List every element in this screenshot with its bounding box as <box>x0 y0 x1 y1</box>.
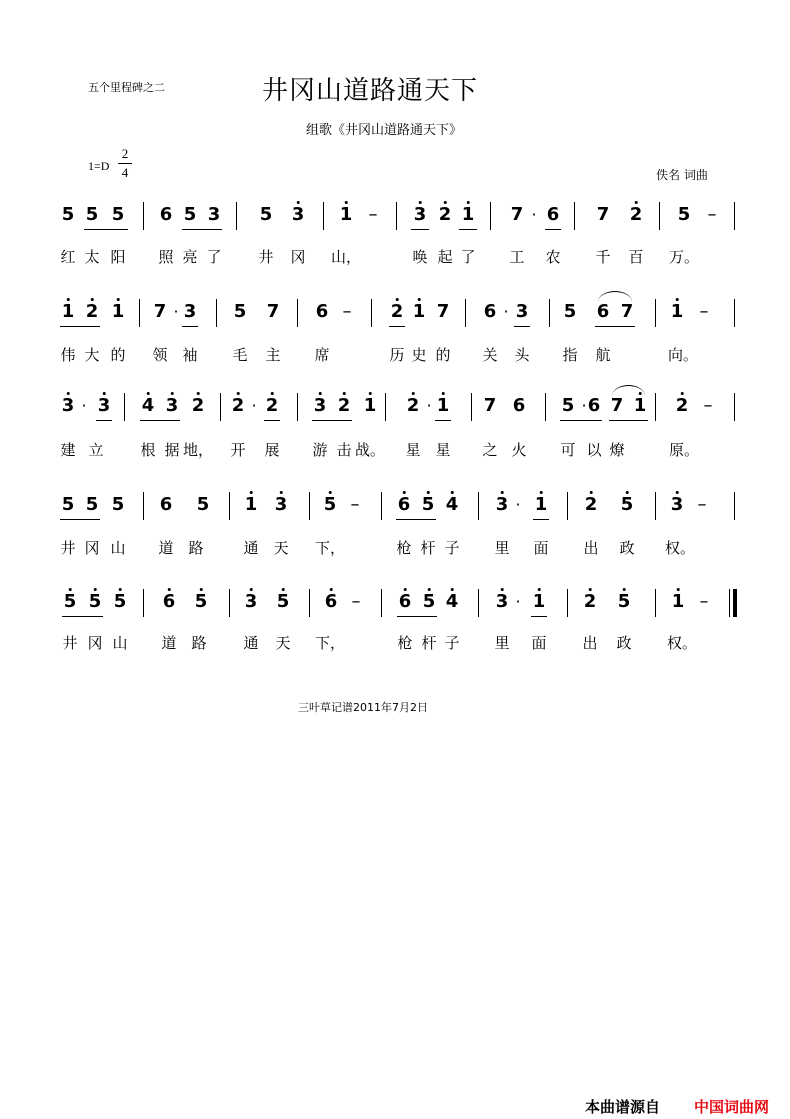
lyric-syllable: 千 <box>595 248 611 266</box>
note: 3 <box>165 395 179 416</box>
lyric-syllable: 战。 <box>354 441 386 459</box>
lyric-syllable: 袖 <box>182 346 198 364</box>
lyric-syllable: 可 <box>560 441 576 459</box>
lyric-syllable: 据 <box>164 441 180 459</box>
note: 5 <box>63 591 77 612</box>
lyric-syllable: 农 <box>545 248 561 266</box>
note: 3 <box>207 204 221 225</box>
note: 3 <box>413 204 427 225</box>
note: 1 <box>412 301 426 322</box>
lyric-syllable: 的 <box>435 346 451 364</box>
lyric-syllable: 山 <box>110 539 126 557</box>
barline <box>396 202 397 230</box>
note: 6 <box>159 494 173 515</box>
sustain-dash: – <box>350 494 360 515</box>
key-signature: 1=D <box>88 159 110 173</box>
note: 5 <box>85 204 99 225</box>
lyric-syllable: 红 <box>60 248 76 266</box>
sustain-dash: – <box>703 395 713 416</box>
sustain-dash: – <box>707 204 717 225</box>
sustain-dash: – <box>342 301 352 322</box>
barline <box>734 202 735 230</box>
note: 2 <box>390 301 404 322</box>
beam-underline <box>533 519 549 520</box>
lyric-syllable: 历 <box>389 346 405 364</box>
final-barline <box>733 589 737 617</box>
lyric-syllable: 枪 <box>397 634 413 652</box>
note: 2 <box>406 395 420 416</box>
lyric-syllable: 游 <box>312 441 328 459</box>
augmentation-dot: · <box>251 396 257 415</box>
song-title: 井冈山道路通天下 <box>262 76 479 106</box>
note: 6 <box>324 591 338 612</box>
barline <box>734 492 735 520</box>
note: 5 <box>194 591 208 612</box>
note: 3 <box>495 494 509 515</box>
lyric-syllable: 杆 <box>421 634 437 652</box>
barline <box>229 589 230 617</box>
slur <box>598 291 632 302</box>
note: 6 <box>315 301 329 322</box>
note: 6 <box>159 204 173 225</box>
beam-underline <box>397 616 437 617</box>
lyric-syllable: 以 <box>586 441 602 459</box>
beam-underline <box>140 420 180 421</box>
staff-line-1 <box>0 198 790 238</box>
lyric-syllable: 星 <box>435 441 451 459</box>
lyric-syllable: 的 <box>110 346 126 364</box>
note: 6 <box>587 395 601 416</box>
lyric-syllable: 太 <box>84 248 100 266</box>
source-label: 本曲谱源自 <box>585 1098 661 1116</box>
lyric-syllable: 冈 <box>290 248 306 266</box>
note: 1 <box>339 204 353 225</box>
note: 7 <box>620 301 634 322</box>
barline <box>143 589 144 617</box>
note: 3 <box>495 591 509 612</box>
note: 3 <box>313 395 327 416</box>
note: 2 <box>675 395 689 416</box>
note: 1 <box>633 395 647 416</box>
lyric-syllable: 面 <box>531 634 547 652</box>
lyric-syllable: 原。 <box>668 441 700 459</box>
beam-underline <box>514 326 530 327</box>
note: 3 <box>183 301 197 322</box>
lyric-syllable: 指 <box>562 346 578 364</box>
lyric-syllable: 阳 <box>110 248 126 266</box>
barline <box>465 299 466 327</box>
barline <box>567 589 568 617</box>
lyric-syllable: 政 <box>616 634 632 652</box>
note: 5 <box>233 301 247 322</box>
lyric-syllable: 井 <box>258 248 274 266</box>
lyric-syllable: 路 <box>188 539 204 557</box>
note: 5 <box>61 204 75 225</box>
lyric-syllable: 通 <box>243 539 259 557</box>
note: 4 <box>445 591 459 612</box>
note: 3 <box>291 204 305 225</box>
note: 3 <box>61 395 75 416</box>
note: 5 <box>563 301 577 322</box>
barline <box>471 393 472 421</box>
note: 6 <box>397 494 411 515</box>
barline <box>236 202 237 230</box>
beam-underline <box>312 420 352 421</box>
lyric-syllable: 杆 <box>420 539 436 557</box>
augmentation-dot: · <box>515 592 521 611</box>
note: 2 <box>583 591 597 612</box>
barline <box>371 299 372 327</box>
lyric-syllable: 工 <box>509 248 525 266</box>
staff-line-5 <box>0 585 790 625</box>
lyric-syllable: 井 <box>62 634 78 652</box>
beam-underline <box>545 229 561 230</box>
beam-underline <box>182 326 198 327</box>
lyric-syllable: 井 <box>60 539 76 557</box>
time-signature <box>118 146 132 181</box>
beam-underline <box>60 519 100 520</box>
lyric-syllable: 头 <box>514 346 530 364</box>
sustain-dash: – <box>697 494 707 515</box>
barline <box>381 589 382 617</box>
sustain-dash: – <box>351 591 361 612</box>
lyric-syllable: 关 <box>482 346 498 364</box>
barline <box>655 589 656 617</box>
barline <box>309 492 310 520</box>
sustain-dash: – <box>368 204 378 225</box>
note: 5 <box>561 395 575 416</box>
lyric-syllable: 照 <box>158 248 174 266</box>
beam-underline <box>84 229 128 230</box>
note: 3 <box>274 494 288 515</box>
lyric-syllable: 权。 <box>666 634 698 652</box>
lyric-syllable: 路 <box>191 634 207 652</box>
composer-credit: 佚名 词曲 <box>656 168 708 182</box>
augmentation-dot: · <box>426 396 432 415</box>
note: 3 <box>244 591 258 612</box>
note: 5 <box>259 204 273 225</box>
note: 2 <box>629 204 643 225</box>
barline <box>323 202 324 230</box>
transcription-note: 三叶草记谱2011年7月2日 <box>298 701 428 714</box>
lyric-syllable: 子 <box>444 539 460 557</box>
barline <box>385 393 386 421</box>
meter-bottom: 4 <box>121 165 129 180</box>
note: 2 <box>265 395 279 416</box>
note: 2 <box>85 301 99 322</box>
lyric-syllable: 根 <box>140 441 156 459</box>
lyric-syllable: 枪 <box>396 539 412 557</box>
lyric-syllable: 展 <box>264 441 280 459</box>
note: 1 <box>670 301 684 322</box>
barline <box>549 299 550 327</box>
beam-underline <box>459 229 477 230</box>
note: 5 <box>88 591 102 612</box>
note: 1 <box>436 395 450 416</box>
note: 2 <box>438 204 452 225</box>
lyric-syllable: 建 <box>60 441 76 459</box>
lyric-syllable: 燎 <box>609 441 625 459</box>
lyric-syllable: 政 <box>619 539 635 557</box>
barline <box>655 299 656 327</box>
beam-underline <box>609 420 648 421</box>
lyric-syllable: 史 <box>411 346 427 364</box>
note: 7 <box>510 204 524 225</box>
beam-underline <box>560 420 602 421</box>
lyric-syllable: 击 <box>336 441 352 459</box>
lyric-syllable: 立 <box>88 441 104 459</box>
note: 1 <box>363 395 377 416</box>
note: 6 <box>546 204 560 225</box>
barline <box>220 393 221 421</box>
note: 1 <box>111 301 125 322</box>
lyric-syllable: 主 <box>265 346 281 364</box>
beam-underline <box>435 420 451 421</box>
note: 5 <box>617 591 631 612</box>
augmentation-dot: · <box>503 302 509 321</box>
note: 5 <box>620 494 634 515</box>
barline <box>478 589 479 617</box>
lyric-syllable: 席 <box>314 346 330 364</box>
note: 5 <box>196 494 210 515</box>
meter-top: 2 <box>121 146 129 161</box>
lyric-syllable: 航 <box>595 346 611 364</box>
lyric-syllable: 面 <box>533 539 549 557</box>
note: 2 <box>231 395 245 416</box>
lyric-syllable: 领 <box>152 346 168 364</box>
meter-divider <box>118 163 132 164</box>
lyric-syllable: 了 <box>206 248 222 266</box>
note: 5 <box>111 204 125 225</box>
lyric-syllable: 唤 <box>412 248 428 266</box>
beam-underline <box>389 326 405 327</box>
lyric-syllable: 下， <box>314 539 346 557</box>
barline <box>478 492 479 520</box>
beam-underline <box>96 420 112 421</box>
lyric-syllable: 星 <box>405 441 421 459</box>
beam-underline <box>531 616 547 617</box>
lyric-syllable: 毛 <box>232 346 248 364</box>
note: 1 <box>532 591 546 612</box>
barline <box>297 393 298 421</box>
barline <box>309 589 310 617</box>
beam-underline <box>264 420 280 421</box>
lyric-syllable: 之 <box>482 441 498 459</box>
note: 5 <box>113 591 127 612</box>
lyric-syllable: 子 <box>444 634 460 652</box>
note: 2 <box>191 395 205 416</box>
barline <box>655 393 656 421</box>
barline <box>139 299 140 327</box>
augmentation-dot: · <box>581 396 587 415</box>
staff-line-3 <box>0 389 790 429</box>
augmentation-dot: · <box>81 396 87 415</box>
barline <box>143 202 144 230</box>
barline <box>655 492 656 520</box>
note: 5 <box>677 204 691 225</box>
sustain-dash: – <box>699 591 709 612</box>
note: 1 <box>244 494 258 515</box>
note: 1 <box>461 204 475 225</box>
barline <box>490 202 491 230</box>
note: 7 <box>436 301 450 322</box>
barline <box>729 589 730 617</box>
note: 6 <box>398 591 412 612</box>
beam-underline <box>396 519 436 520</box>
note: 5 <box>276 591 290 612</box>
lyric-syllable: 大 <box>84 346 100 364</box>
barline <box>734 299 735 327</box>
note: 5 <box>421 494 435 515</box>
note: 1 <box>534 494 548 515</box>
note: 6 <box>596 301 610 322</box>
barline <box>297 299 298 327</box>
lyric-syllable: 火 <box>511 441 527 459</box>
lyric-syllable: 天 <box>275 634 291 652</box>
lyric-syllable: 百 <box>628 248 644 266</box>
lyric-syllable: 山， <box>330 248 362 266</box>
slur <box>612 385 645 396</box>
lyric-syllable: 下， <box>314 634 346 652</box>
note: 4 <box>141 395 155 416</box>
note: 5 <box>61 494 75 515</box>
sustain-dash: – <box>699 301 709 322</box>
note: 6 <box>512 395 526 416</box>
note: 4 <box>445 494 459 515</box>
note: 7 <box>483 395 497 416</box>
note: 1 <box>61 301 75 322</box>
lyric-syllable: 里 <box>494 539 510 557</box>
note: 7 <box>596 204 610 225</box>
augmentation-dot: · <box>515 495 521 514</box>
staff-line-2 <box>0 295 790 335</box>
augmentation-dot: · <box>531 205 537 224</box>
lyric-syllable: 冈 <box>84 539 100 557</box>
note: 5 <box>183 204 197 225</box>
note: 7 <box>153 301 167 322</box>
barline <box>381 492 382 520</box>
series-label: 五个里程碑之二 <box>88 81 165 94</box>
lyric-syllable: 向。 <box>667 346 699 364</box>
beam-underline <box>62 616 103 617</box>
lyric-syllable: 出 <box>583 539 599 557</box>
lyric-syllable: 道 <box>161 634 177 652</box>
lyric-syllable: 开 <box>230 441 246 459</box>
barline <box>659 202 660 230</box>
note: 5 <box>422 591 436 612</box>
barline <box>545 393 546 421</box>
beam-underline <box>411 229 429 230</box>
lyric-syllable: 了 <box>460 248 476 266</box>
note: 2 <box>337 395 351 416</box>
lyric-syllable: 冈 <box>87 634 103 652</box>
song-subtitle: 组歌《井冈山道路通天下》 <box>306 123 463 138</box>
lyric-syllable: 出 <box>582 634 598 652</box>
note: 5 <box>111 494 125 515</box>
note: 5 <box>85 494 99 515</box>
barline <box>567 492 568 520</box>
note: 1 <box>671 591 685 612</box>
lyric-syllable: 地， <box>182 441 214 459</box>
note: 6 <box>483 301 497 322</box>
augmentation-dot: · <box>173 302 179 321</box>
site-name: 中国词曲网 <box>694 1098 770 1116</box>
lyric-syllable: 伟 <box>60 346 76 364</box>
note: 3 <box>97 395 111 416</box>
barline <box>216 299 217 327</box>
lyric-syllable: 起 <box>437 248 453 266</box>
barline <box>124 393 125 421</box>
note: 7 <box>610 395 624 416</box>
lyric-syllable: 权。 <box>664 539 696 557</box>
beam-underline <box>182 229 222 230</box>
barline <box>143 492 144 520</box>
lyric-syllable: 亮 <box>182 248 198 266</box>
lyric-syllable: 山 <box>112 634 128 652</box>
note: 5 <box>323 494 337 515</box>
lyric-syllable: 万。 <box>668 248 700 266</box>
lyric-syllable: 通 <box>243 634 259 652</box>
barline <box>229 492 230 520</box>
lyric-syllable: 天 <box>273 539 289 557</box>
lyric-syllable: 里 <box>494 634 510 652</box>
note: 3 <box>670 494 684 515</box>
note: 7 <box>266 301 280 322</box>
staff-line-4 <box>0 488 790 528</box>
barline <box>734 393 735 421</box>
beam-underline <box>595 326 635 327</box>
beam-underline <box>60 326 100 327</box>
note: 6 <box>162 591 176 612</box>
note: 2 <box>584 494 598 515</box>
barline <box>574 202 575 230</box>
note: 3 <box>515 301 529 322</box>
lyric-syllable: 道 <box>158 539 174 557</box>
